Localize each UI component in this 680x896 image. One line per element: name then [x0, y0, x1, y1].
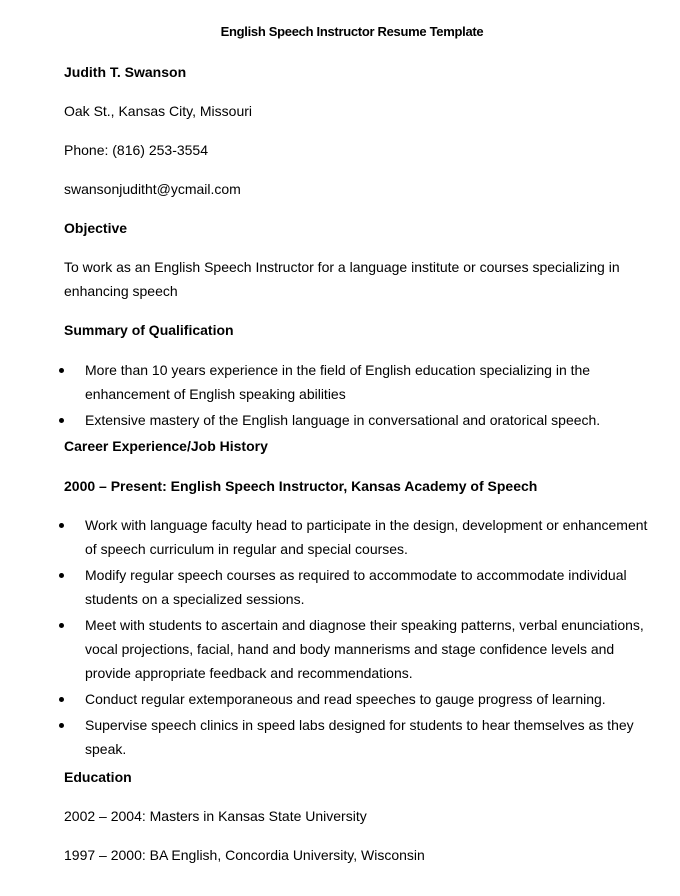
objective-heading: Objective — [64, 220, 128, 236]
list-item — [0, 408, 660, 432]
bullet-icon — [59, 697, 64, 702]
address: Oak St., Kansas City, Missouri — [64, 103, 253, 119]
education-entry: 1997 – 2000: BA English, Concordia University, Wisconsin — [64, 847, 425, 863]
bullet-icon — [59, 573, 64, 578]
bullet-icon — [59, 723, 64, 728]
list-item — [0, 513, 660, 561]
bullet-icon — [59, 623, 64, 628]
bullet-icon — [59, 523, 64, 528]
bullet-icon — [59, 368, 64, 373]
summary-heading: Summary of Qualification — [64, 322, 234, 338]
list-item-text: More than 10 years experience in the field of English education specializing in the enhancement of English speaking abilities — [85, 362, 591, 402]
list-item-text: Supervise speech clinics in speed labs designed for students to hear themselves as they speak. — [85, 717, 634, 757]
career-duties-list — [0, 513, 660, 763]
phone: Phone: (816) 253-3554 — [64, 142, 208, 158]
list-item — [0, 713, 660, 761]
list-item-text: Modify regular speech courses as required to accommodate to accommodate individual students on a specialized sessions. — [85, 567, 627, 607]
bullet-icon — [59, 418, 64, 423]
list-item-text: Conduct regular extemporaneous and read speeches to gauge progress of learning. — [85, 691, 606, 707]
objective-text: To work as an English Speech Instructor for a language institute or courses specializing in enhancing speech — [64, 259, 620, 299]
email: swansonjuditht@ycmail.com — [64, 181, 241, 197]
career-heading: Career Experience/Job History — [64, 438, 268, 454]
list-item-text: Work with language faculty head to participate in the design, development or enhancement of speech curriculum in regular and special courses. — [85, 517, 648, 557]
list-item-text: Meet with students to ascertain and diagnose their speaking patterns, verbal enunciations, vocal projections, facial, hand and body mannerisms and stage confidence levels and provide appropriate feedback and recommendations. — [85, 617, 644, 681]
document-title: English Speech Instructor Resume Template — [220, 24, 484, 39]
list-item — [0, 358, 660, 406]
education-entry: 2002 – 2004: Masters in Kansas State University — [64, 808, 367, 824]
education-heading: Education — [64, 769, 132, 785]
list-item — [0, 613, 660, 685]
list-item-text: Extensive mastery of the English language in conversational and oratorical speech. — [85, 412, 601, 428]
job-title: 2000 – Present: English Speech Instructor, Kansas Academy of Speech — [64, 478, 538, 494]
candidate-name: Judith T. Swanson — [64, 64, 187, 80]
list-item — [0, 687, 660, 711]
summary-list — [0, 358, 660, 434]
list-item — [0, 563, 660, 611]
